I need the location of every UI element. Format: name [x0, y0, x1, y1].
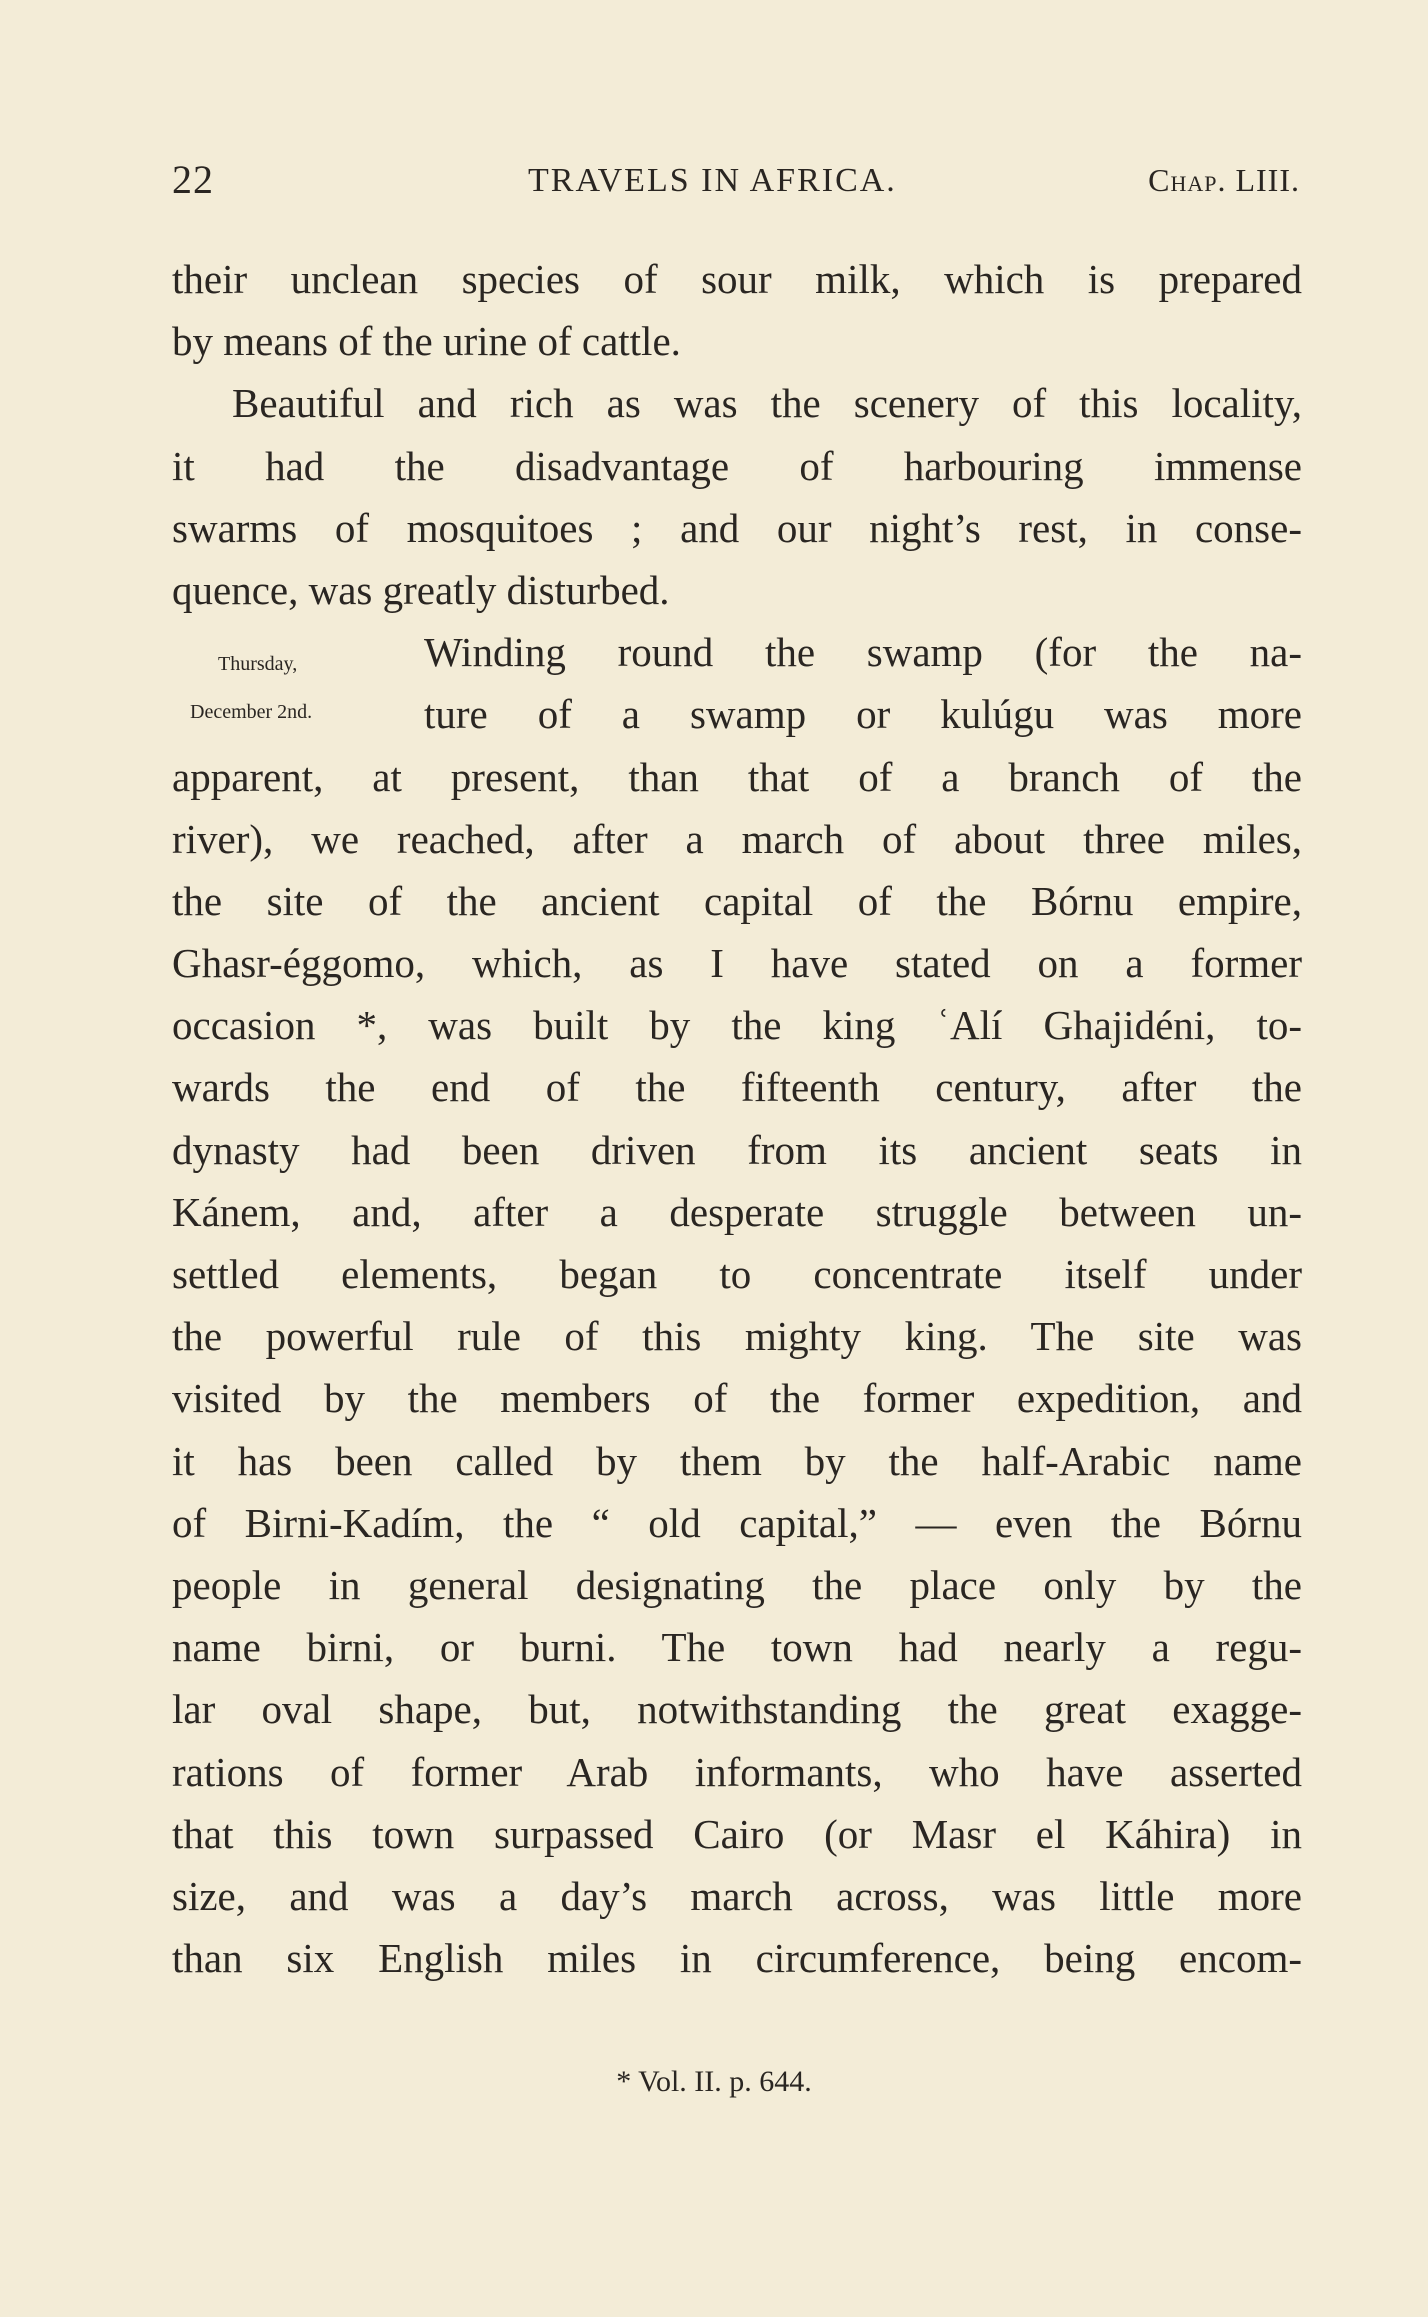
text-line: visited by the members of the former expedition, and	[172, 1375, 1302, 1422]
text-line: lar oval shape, but, notwithstanding the great exagge-	[172, 1686, 1302, 1733]
text-line: Beautiful and rich as was the scenery of this locality,	[232, 380, 1302, 427]
text-line: Kánem, and, after a desperate struggle between un-	[172, 1188, 1302, 1235]
side-note-day: Thursday,	[218, 653, 298, 675]
text-line: Ghasr-éggomo, which, as I have stated on a former	[172, 940, 1302, 987]
text-line: occasion *, was built by the king ʿAlí Ghajidéni, to-	[172, 1002, 1302, 1049]
chapter-label: Chap. LIII.	[1148, 162, 1300, 198]
text-line: dynasty had been driven from its ancient seats in	[172, 1126, 1302, 1173]
text-line: it has been called by them by the half-Arabic name	[172, 1437, 1302, 1484]
text-line: ture of a swamp or kulúgu was more	[424, 691, 1302, 738]
text-line: than six English miles in circumference, being encom-	[172, 1935, 1302, 1982]
text-line: apparent, at present, than that of a branch of the	[172, 753, 1302, 800]
text-line: people in general designating the place only by the	[172, 1561, 1302, 1608]
text-line: the site of the ancient capital of the Bórnu empire,	[172, 877, 1302, 924]
running-header	[172, 150, 1300, 210]
text-line: size, and was a day’s march across, was little more	[172, 1872, 1302, 1919]
side-note-date: December 2nd.	[190, 701, 313, 723]
text-line: of Birni-Kadím, the “ old capital,” — even the Bórnu	[172, 1499, 1302, 1546]
text-line: swarms of mosquitoes ; and our night’s rest, in conse-	[172, 504, 1302, 551]
text-line: it had the disadvantage of harbouring immense	[172, 442, 1302, 489]
text-line: quence, was greatly disturbed.	[172, 566, 670, 613]
text-line: by means of the urine of cattle.	[172, 318, 681, 365]
page-number: 22	[172, 157, 214, 202]
text-line: Winding round the swamp (for the na-	[424, 629, 1302, 676]
text-line: that this town surpassed Cairo (or Masr el Káhira) in	[172, 1810, 1302, 1857]
text-line: their unclean species of sour milk, which is prepared	[172, 256, 1302, 302]
text-line: wards the end of the fifteenth century, after the	[172, 1064, 1302, 1111]
running-title: TRAVELS IN AFRICA.	[528, 162, 897, 199]
text-line: the powerful rule of this mighty king. The site was	[172, 1313, 1302, 1360]
body-text	[172, 248, 1302, 1989]
text-line: rations of former Arab informants, who have asserted	[172, 1748, 1302, 1795]
text-line: river), we reached, after a march of about three miles,	[172, 815, 1302, 862]
text-line: name birni, or burni. The town had nearly a regu-	[172, 1624, 1302, 1671]
footnote: * Vol. II. p. 644.	[616, 2065, 812, 2098]
text-line: settled elements, began to concentrate itself under	[172, 1251, 1302, 1297]
